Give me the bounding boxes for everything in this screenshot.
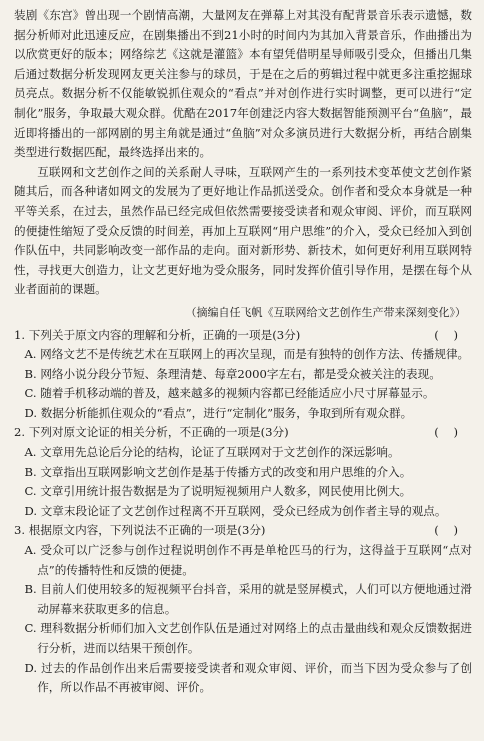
question-3-option-b: B. 目前人们使用较多的短视频平台抖音，采用的就是竖屏模式，人们可以方便地通过滑动屏幕来获取更多的信息。 <box>24 582 472 616</box>
question-1-text: 1. 下列关于原文内容的理解和分析，正确的一项是(3分) <box>14 327 301 342</box>
question-1-option-b: B. 网络小说分段分节短、条理清楚、每章2000字左右，都是受众被关注的表现。 <box>24 366 441 381</box>
question-2 <box>14 423 472 521</box>
passage <box>14 6 472 323</box>
question-1-option-d: D. 数据分析能抓住观众的“看点”，进行“定制化”服务，争取到所有观众群。 <box>24 405 413 420</box>
passage-paragraph-1: 装剧《东宫》曾出现一个剧情高潮，大量网友在弹幕上对其没有配背景音乐表示遗憾，数据分析师对此迅速反应，在剧集播出不到21小时的时间内为其加入背景音乐，作曲播出为以欣赏更好的版本；网络综艺《这就是灌篮》本有望凭借明星导师吸引受众，但播出几集后通过数据分析发现网友更关注参与的球员，于是在之后的剪辑过程中就更多注重挖掘球员亮点。数据分析不仅能敏锐抓住观众的“看点”并对创作进行实时调整，更可以进行“定制化”服务，争取最大观众群。优酷在2017年创建泛内容大数据智能预测平台“鱼脑”，最近即将播出的一部网剧的男主角就是通过“鱼脑”对众多演员进行大数据分析，再结合剧集类型进行数据匹配，最终选择出来的。 <box>14 8 472 160</box>
question-2-text: 2. 下列对原文论证的相关分析，不正确的一项是(3分) <box>14 425 289 440</box>
question-1 <box>14 326 472 424</box>
question-2-option-a: A. 文章用先总论后分论的结构，论证了互联网对于文艺创作的深远影响。 <box>24 445 400 460</box>
question-3-option-c: C. 理科数据分析师们加入文艺创作队伍是通过对网络上的点击量曲线和观众反馈数据进行分析，进而以结果干预创作。 <box>24 621 472 655</box>
question-3-option-a: A. 受众可以广泛参与创作过程说明创作不再是单枪匹马的行为，这得益于互联网“点对点”的传播特性和反馈的便捷。 <box>24 543 472 577</box>
question-3-stem <box>14 521 472 541</box>
question-2-option-b: B. 文章指出互联网影响文艺创作是基于传播方式的改变和用户思维的介入。 <box>24 464 412 479</box>
passage-paragraph-2: 互联网和文艺创作之间的关系耐人寻味，互联网产生的一系列技术变革使文艺创作紧随其后，而各种诸如网文的发展为了更好地让作品抓送受众。创作者和受众本身就是一种平等关系，在过去，虽然作品已经完成但依然需要接受读者和观众审阅、评价，而互联网的便捷性缩短了受众反馈的时间差，再加上互联网“用户思维”的介入，受众已经加入到创作队伍中，共同影响改变一部作品的走向。面对新形势、新技术，如何更好利用互联网特性，寻找更大创造力，让文艺更好地为受众服务，同时发挥价值引导作用，是摆在每个从业者面前的课题。 <box>14 164 472 297</box>
question-2-answer-paren: ( ) <box>434 425 458 440</box>
question-3 <box>14 521 472 697</box>
question-1-option-a: A. 网络文艺不是传统艺术在互联网上的再次呈现，而是有独特的创作方法、传播规律。 <box>24 347 470 362</box>
question-1-option-c: C. 随着手机移动端的普及，越来越多的视频内容都已经能适应小尺寸屏幕显示。 <box>24 386 435 401</box>
question-2-stem <box>14 423 472 443</box>
question-2-option-d: D. 文章末段论证了文艺创作过程离不开互联网，受众已经成为创作者主导的观点。 <box>24 503 447 518</box>
question-3-text: 3. 根据原文内容，下列说法不正确的一项是(3分) <box>14 523 266 538</box>
question-2-option-c: C. 文章引用统计报告数据是为了说明短视频用户人数多，网民使用比例大。 <box>24 484 412 499</box>
question-1-answer-paren: ( ) <box>434 327 458 342</box>
question-3-option-d: D. 过去的作品创作出来后需要接受读者和观众审阅、评价，而当下因为受众参与了创作，所以作品不再被审阅、评价。 <box>24 660 472 695</box>
question-3-answer-paren: ( ) <box>434 523 458 538</box>
passage-source: （摘编自任飞帆《互联网给文艺创作生产带来深刻变化》） <box>185 305 466 319</box>
question-1-stem <box>14 326 472 346</box>
